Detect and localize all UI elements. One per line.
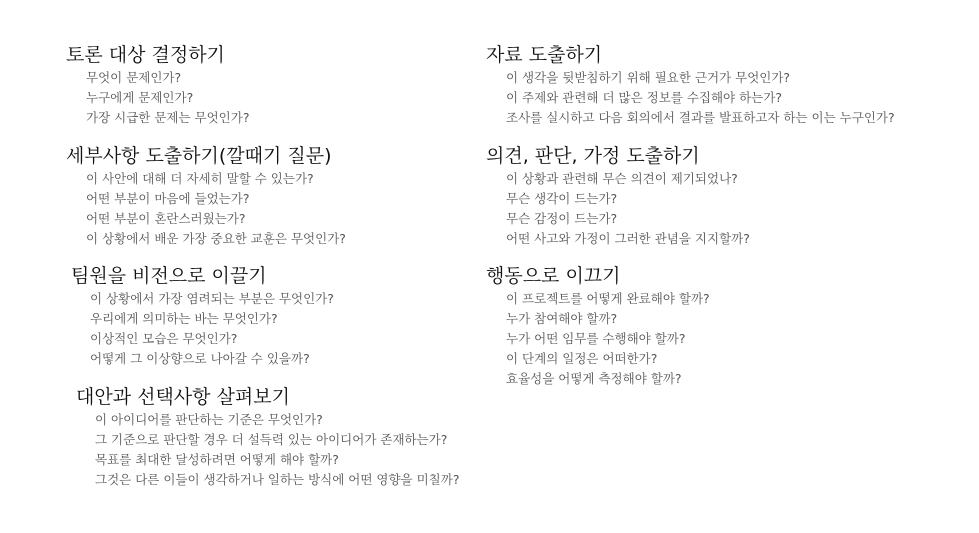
section-heading: 자료 도출하기: [486, 44, 603, 66]
section-heading: 의견, 판단, 가정 도출하기: [486, 145, 700, 167]
section-heading: 행동으로 이끄기: [486, 265, 621, 287]
question-item: 누가 참여해야 할까?: [506, 311, 618, 326]
question-item: 이 주제와 관련해 더 많은 정보를 수집해야 하는가?: [506, 90, 782, 105]
question-item: 가장 시급한 문제는 무엇인가?: [86, 110, 250, 125]
question-list: [486, 169, 750, 249]
section-lead-to-action: [486, 264, 710, 389]
question-item: 무엇이 문제인가?: [86, 70, 182, 85]
question-item: 어떤 부분이 마음에 들었는가?: [86, 191, 250, 206]
section-explore-alternatives: [76, 385, 459, 490]
question-item: 조사를 실시하고 다음 회의에서 결과를 발표하고자 하는 이는 누구인가?: [506, 110, 895, 125]
question-item: 그 기준으로 판단할 경우 더 설득력 있는 아이디어가 존재하는가?: [95, 432, 448, 447]
section-draw-data: [486, 43, 895, 128]
section-draw-details: [66, 144, 346, 249]
question-item: 누가 어떤 임무를 수행해야 할까?: [506, 331, 686, 346]
question-item: 효율성을 어떻게 측정해야 할까?: [506, 371, 682, 386]
question-list: [76, 410, 459, 490]
question-item: 그것은 다른 이들이 생각하거나 일하는 방식에 어떤 영향을 미칠까?: [95, 472, 460, 487]
question-item: 무슨 감정이 드는가?: [506, 211, 618, 226]
question-item: 이 사안에 대해 더 자세히 말할 수 있는가?: [86, 171, 314, 186]
section-decide-topic: [66, 43, 249, 128]
question-item: 이상적인 모습은 무엇인가?: [90, 331, 238, 346]
question-item: 이 상황과 관련해 무슨 의견이 제기되었나?: [506, 171, 738, 186]
question-item: 어떤 사고와 가정이 그러한 관념을 지지할까?: [506, 231, 750, 246]
question-list: [66, 68, 249, 128]
question-item: 우리에게 의미하는 바는 무엇인가?: [90, 311, 278, 326]
question-item: 이 아이디어를 판단하는 기준은 무엇인가?: [95, 412, 323, 427]
question-item: 이 단계의 일정은 어떠한가?: [506, 351, 658, 366]
section-heading: 세부사항 도출하기(깔때기 질문): [66, 145, 332, 167]
section-lead-to-vision: [71, 264, 334, 369]
question-list: [486, 68, 895, 128]
section-draw-opinions: [486, 144, 750, 249]
section-heading: 대안과 선택사항 살펴보기: [76, 386, 290, 408]
question-item: 목표를 최대한 달성하려면 어떻게 해야 할까?: [95, 452, 339, 467]
question-list: [66, 169, 346, 249]
question-item: 이 상황에서 가장 염려되는 부분은 무엇인가?: [90, 291, 334, 306]
question-list: [71, 289, 334, 369]
question-item: 이 상황에서 배운 가장 중요한 교훈은 무엇인가?: [86, 231, 346, 246]
section-heading: 토론 대상 결정하기: [66, 44, 225, 66]
question-item: 어떻게 그 이상향으로 나아갈 수 있을까?: [90, 351, 310, 366]
question-item: 누구에게 문제인가?: [86, 90, 194, 105]
question-item: 이 프로젝트를 어떻게 완료해야 할까?: [506, 291, 710, 306]
question-item: 무슨 생각이 드는가?: [506, 191, 618, 206]
question-item: 이 생각을 뒷받침하기 위해 필요한 근거가 무엇인가?: [506, 70, 791, 85]
section-heading: 팀원을 비전으로 이끌기: [71, 265, 267, 287]
question-list: [486, 289, 710, 389]
question-item: 어떤 부분이 혼란스러웠는가?: [86, 211, 246, 226]
